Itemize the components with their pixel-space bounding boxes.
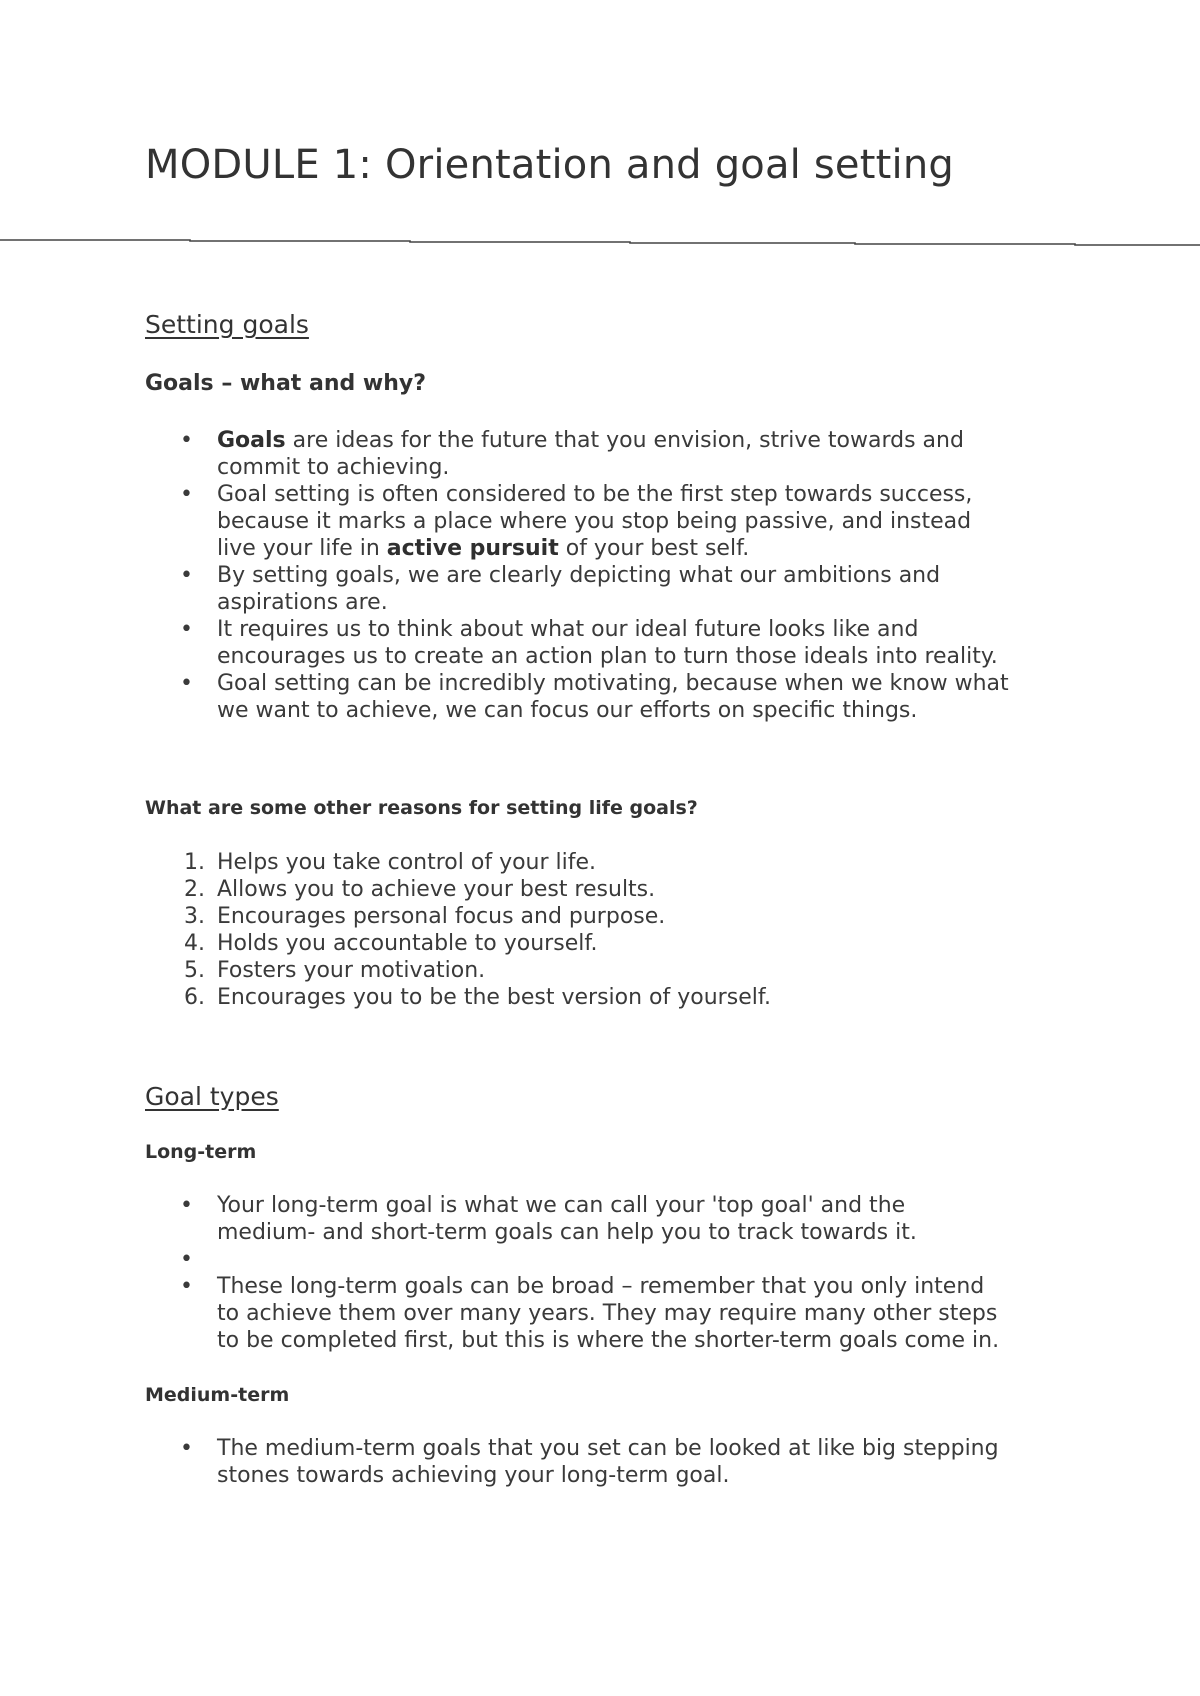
list-item-text: encourages us to create an action plan to turn those ideals into reality. (217, 644, 998, 669)
list-item (0, 876, 1077, 903)
subheading-goals-what-why: Goals – what and why? (145, 371, 426, 396)
list-item (0, 481, 1077, 562)
list-item-text: live your life in (217, 536, 387, 561)
bullet-marker: • (180, 482, 193, 507)
subheading-medium-term: Medium-term (145, 1384, 290, 1406)
list-item (0, 957, 1077, 984)
list-number: 5. (184, 958, 205, 983)
list-item-text: Helps you take control of your life. (217, 850, 597, 875)
list-item (0, 670, 1077, 724)
list-item (0, 984, 1077, 1011)
list-item (0, 903, 1077, 930)
list-item-text: Fosters your motivation. (217, 958, 486, 983)
long-term-bullet-list (0, 1192, 1200, 1354)
bullet-marker: • (180, 617, 193, 642)
list-item-text: Holds you accountable to yourself. (217, 931, 598, 956)
bullet-marker: • (180, 563, 193, 588)
list-item (0, 1192, 1077, 1246)
bullet-marker: • (180, 1436, 193, 1461)
bullet-marker: • (180, 671, 193, 696)
list-number: 3. (184, 904, 205, 929)
list-item-text: It requires us to think about what our ideal future looks like and (217, 617, 919, 642)
title-divider (0, 236, 1200, 252)
list-item-text: because it marks a place where you stop being passive, and instead (217, 509, 972, 534)
subheading-long-term: Long-term (145, 1141, 257, 1163)
list-item-text: By setting goals, we are clearly depicting what our ambitions and (217, 563, 941, 588)
list-number: 2. (184, 877, 205, 902)
list-item-text: of your best self. (558, 536, 750, 561)
list-item (0, 616, 1077, 670)
reasons-numbered-list (0, 849, 1200, 1011)
subheading-other-reasons: What are some other reasons for setting life goals? (145, 797, 698, 819)
list-item-text: to achieve them over many years. They may require many other steps (217, 1301, 998, 1326)
list-item-empty (0, 1246, 1077, 1273)
list-item-text: Encourages you to be the best version of yourself. (217, 985, 771, 1010)
list-item-text: we want to achieve, we can focus our efforts on specific things. (217, 698, 918, 723)
list-item-text: Encourages personal focus and purpose. (217, 904, 666, 929)
list-item-text: These long-term goals can be broad – remember that you only intend (217, 1274, 985, 1299)
list-number: 6. (184, 985, 205, 1010)
list-item-text: medium- and short-term goals can help you to track towards it. (217, 1220, 917, 1245)
bullet-marker: • (180, 1274, 193, 1299)
section-heading-setting-goals: Setting goals (145, 310, 309, 339)
list-number: 4. (184, 931, 205, 956)
list-item (0, 849, 1077, 876)
list-item (0, 1273, 1077, 1354)
bold-term-goals: Goals (217, 428, 286, 453)
list-item (0, 562, 1077, 616)
list-item-text: to be completed first, but this is where the shorter-term goals come in. (217, 1328, 1000, 1353)
medium-term-bullet-list (0, 1435, 1200, 1489)
list-item-text (217, 1246, 1077, 1273)
list-item (0, 427, 1077, 481)
bullet-marker: • (180, 1193, 193, 1218)
list-number: 1. (184, 850, 205, 875)
list-item-text: The medium-term goals that you set can be looked at like big stepping (217, 1436, 999, 1461)
list-item-text: Allows you to achieve your best results. (217, 877, 656, 902)
section-heading-goal-types: Goal types (145, 1082, 279, 1111)
page-title: MODULE 1: Orientation and goal setting (145, 142, 954, 188)
list-item (0, 1435, 1077, 1489)
list-item (0, 930, 1077, 957)
list-item-text: aspirations are. (217, 590, 388, 615)
list-item-text: stones towards achieving your long-term goal. (217, 1463, 730, 1488)
bullet-marker: • (180, 428, 193, 453)
list-item-text: commit to achieving. (217, 455, 450, 480)
list-item-text: Your long-term goal is what we can call your 'top goal' and the (217, 1193, 906, 1218)
list-item-text: Goal setting is often considered to be the first step towards success, (217, 482, 973, 507)
bullet-marker: • (180, 1247, 193, 1272)
list-item-text: Goal setting can be incredibly motivating, because when we know what (217, 671, 1009, 696)
bold-term-active-pursuit: active pursuit (386, 536, 559, 561)
goals-bullet-list (0, 427, 1200, 724)
list-item-text: are ideas for the future that you envision, strive towards and (285, 428, 964, 453)
